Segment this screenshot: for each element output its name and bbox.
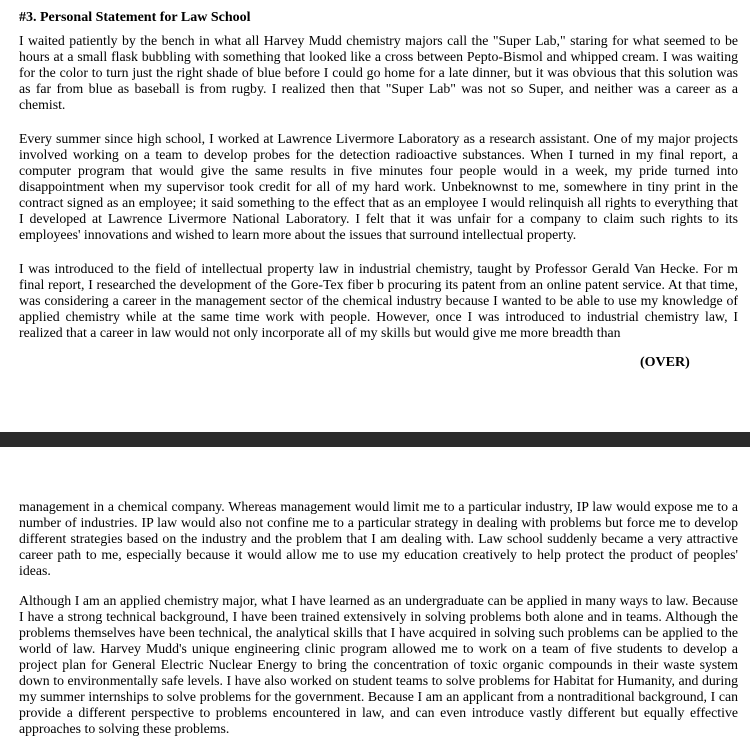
page-separator xyxy=(0,432,750,447)
paragraph-super-lab: I waited patiently by the bench in what all Harvey Mudd chemistry majors call the "Super Lab," staring for what seemed to be hours at a small flask bubbling with something that looked like a cross between Pepto-Bismol and whipped cream. I was waiting for the color to turn just the right shade of blue before I could go home for a late dinner, but it was obvious that this solution was as far from blue as baseball is from rugby. I realized then that "Super Lab" was not so Super, and neither was a career as a chemist. xyxy=(19,33,738,112)
paragraph-ip-law-intro: I was introduced to the field of intellectual property law in industrial chemistry, taught by Professor Gerald Van Hecke. For m final report, I researched the development of the Gore-Tex fiber b procuring its patent from an online patent service. At that time, was considering a career in the management sector of the chemical industry because I wanted to be able to use my knowledge of applied chemistry while at the same time work with people. However, once I was introduced to industrial chemistry law, I realized that a career in law would not only incorporate all of my skills but would give me more breadth than xyxy=(19,261,738,340)
page-two xyxy=(0,447,750,747)
document-heading: #3. Personal Statement for Law School xyxy=(19,10,251,25)
paragraph-management: management in a chemical company. Whereas management would limit me to a particular industry, IP law would expose me to a number of industries. IP law would also not confine me to a particular strategy in dealing with problems but force me to develop different strategies based on the industry and the problem that I am dealing with. Law school suddenly became a very attractive career path to me, especially because it would allow me to use my education creatively to help protect the product of peoples' ideas. xyxy=(19,499,738,578)
paragraph-livermore: Every summer since high school, I worked at Lawrence Livermore Laboratory as a research assistant. One of my major projects involved working on a team to develop probes for the detection radioactive substances. When I turned in my final report, a computer program that would give the same results in five minutes four people would in a week, my pride turned into disappointment when my supervisor took credit for all of my hard work. Unbeknownst to me, somewhere in tiny print in the contract signed as an employee; it said something to the effect that as an employee I would relinquish all rights to everything that I developed at Lawrence Livermore National Laboratory. I felt that it was unfair for a company to claim such rights to its employees' innovations and wished to learn more about the issues that surround intellectual property. xyxy=(19,131,738,242)
over-label: (OVER) xyxy=(640,355,690,370)
paragraph-applied-chemistry: Although I am an applied chemistry major, what I have learned as an undergraduate can be applied in many ways to law. Because I have a strong technical background, I have been trained extensively in solving problems both alone and in teams. Although the problems themselves have been technical, the analytical skills that I have acquired in solving such problems can be applied to the world of law. Harvey Mudd's unique engineering clinic program allowed me to work on a team of five students to develop a project plan for General Electric Nuclear Energy to bring the concentration of toxic organic compounds in their waste system down to environmentally safe levels. I have also worked on student teams to solve problems for Habitat for Humanity, and during my summer internships to solve problems for the government. Because I am an applicant from a nontraditional background, I can provide a different perspective to problems encountered in law, and can even introduce vastly different but equally effective approaches to solving these problems. xyxy=(19,593,738,736)
